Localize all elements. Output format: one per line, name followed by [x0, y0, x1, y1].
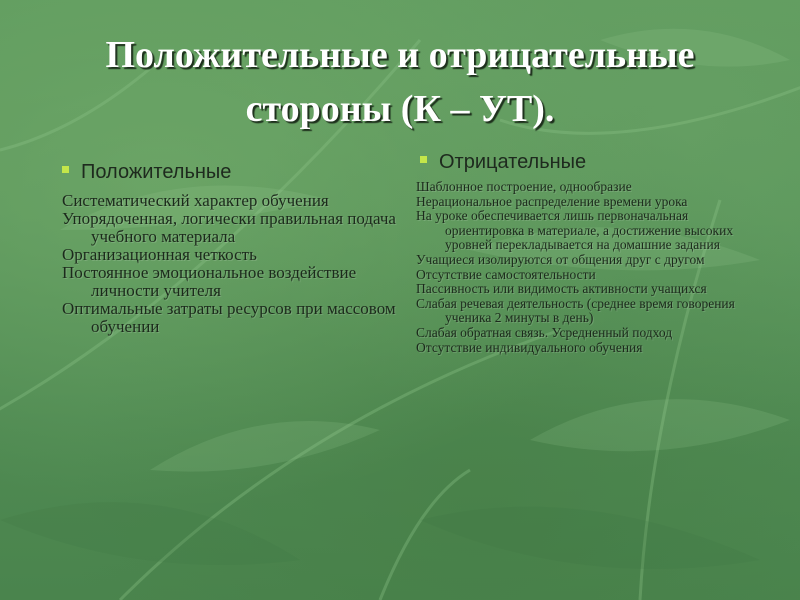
square-bullet-icon — [420, 156, 427, 163]
list-item: Нерациональное распределение времени урока — [416, 193, 688, 209]
positive-list — [62, 192, 402, 336]
slide-title-line-2: стороны (К – УТ). — [245, 88, 555, 130]
square-bullet-icon — [62, 166, 69, 173]
list-item: Учащиеся изолируются от общения друг с другом — [416, 251, 705, 267]
list-item: Организационная четкость — [62, 245, 257, 264]
list-item: На уроке обеспечивается лишь первоначальная ориентировка в материале, а достижение высоких уровней перекладывается на домашние задания — [416, 208, 734, 253]
list-item: Упорядоченная, логически правильная подача учебного материала — [62, 209, 396, 246]
negative-heading — [420, 150, 586, 174]
list-item: Слабая обратная связь. Усредненный подход — [416, 324, 673, 340]
slide-title — [20, 28, 780, 136]
list-item: Оптимальные затраты ресурсов при массовом обучении — [62, 299, 396, 336]
list-item: Пассивность или видимость активности учащихся — [416, 281, 707, 297]
positive-heading-label: Положительные — [81, 161, 232, 183]
list-item: Отсутствие индивидуального обучения — [416, 339, 643, 355]
list-item: Отсутствие самостоятельности — [416, 266, 596, 282]
list-item: Систематический характер обучения — [62, 191, 329, 210]
negative-heading-label: Отрицательные — [439, 151, 587, 173]
list-item: Шаблонное построение, однообразие — [416, 179, 632, 194]
slide-title-line-1: Положительные и отрицательные — [105, 34, 695, 76]
list-item: Постоянное эмоциональное воздействие личности учителя — [62, 263, 357, 300]
positive-heading — [62, 160, 231, 184]
negative-list — [416, 180, 761, 355]
list-item: Слабая речевая деятельность (среднее время говорения ученика 2 минуты в день) — [416, 295, 735, 326]
